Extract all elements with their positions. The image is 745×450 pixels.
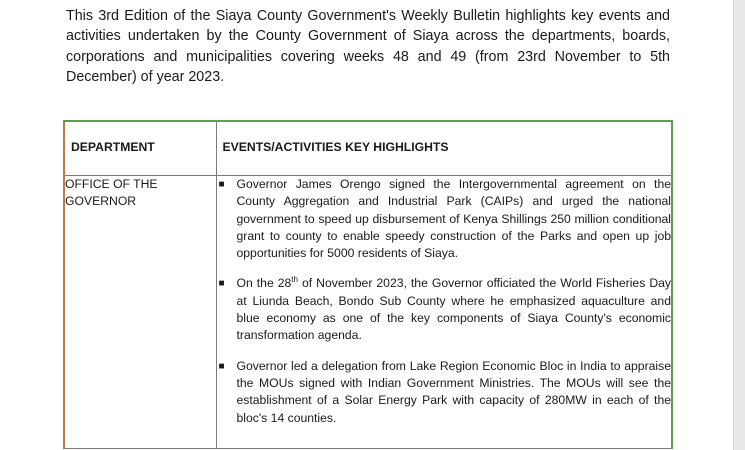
event-text: Governor James Orengo signed the Intergovernmental agreement on the County Aggregation and Industrial Park (CAIPs) and urged the national government to speed up disbursement of Kenya Shillings 250 million conditional grant to county to enable speedy construction of the Parks and open up job opportunities for 5000 residents of Siaya. xyxy=(236,177,671,261)
highlights-cell xyxy=(216,176,672,449)
list-item xyxy=(217,275,672,344)
table-row xyxy=(64,176,672,449)
square-bullet-icon: ■ xyxy=(218,179,225,190)
highlights-table xyxy=(63,120,673,449)
square-bullet-icon: ■ xyxy=(218,360,225,372)
event-text: On the 28 xyxy=(236,276,292,291)
department-header: DEPARTMENT xyxy=(64,121,216,176)
square-bullet-icon: ■ xyxy=(218,278,225,290)
department-cell: OFFICE OF THE GOVERNOR xyxy=(64,176,216,449)
intro-paragraph: This 3rd Edition of the Siaya County Government's Weekly Bulletin highlights key events and activities undertaken by the County Government of Siaya across the departments, boards, corporations and municipalities covering weeks 48 and 49 (from 23rd November to 5th December) of year 2023. xyxy=(66,8,670,85)
page-edge xyxy=(733,0,745,450)
event-text: Governor led a delegation from Lake Region Economic Bloc in India to appraise the MOUs signed with Indian Government Ministries. The MOUs will see the establishment of a Solar Energy Park with capacity of 280MW in each of the bloc's 14 counties. xyxy=(236,358,671,425)
list-item xyxy=(217,176,672,262)
event-text: of November 2023, the Governor officiated the World Fisheries Day at Liunda Beach, Bondo Sub County where he emphasized aquaculture and blue economy as one of the key components of Siaya County's economic transformation agenda. xyxy=(236,276,671,343)
ordinal-suffix: th xyxy=(291,275,298,285)
table-header-row xyxy=(64,121,672,176)
events-list xyxy=(217,176,672,427)
list-item xyxy=(217,358,672,427)
highlights-header: EVENTS/ACTIVITIES KEY HIGHLIGHTS xyxy=(216,121,672,176)
